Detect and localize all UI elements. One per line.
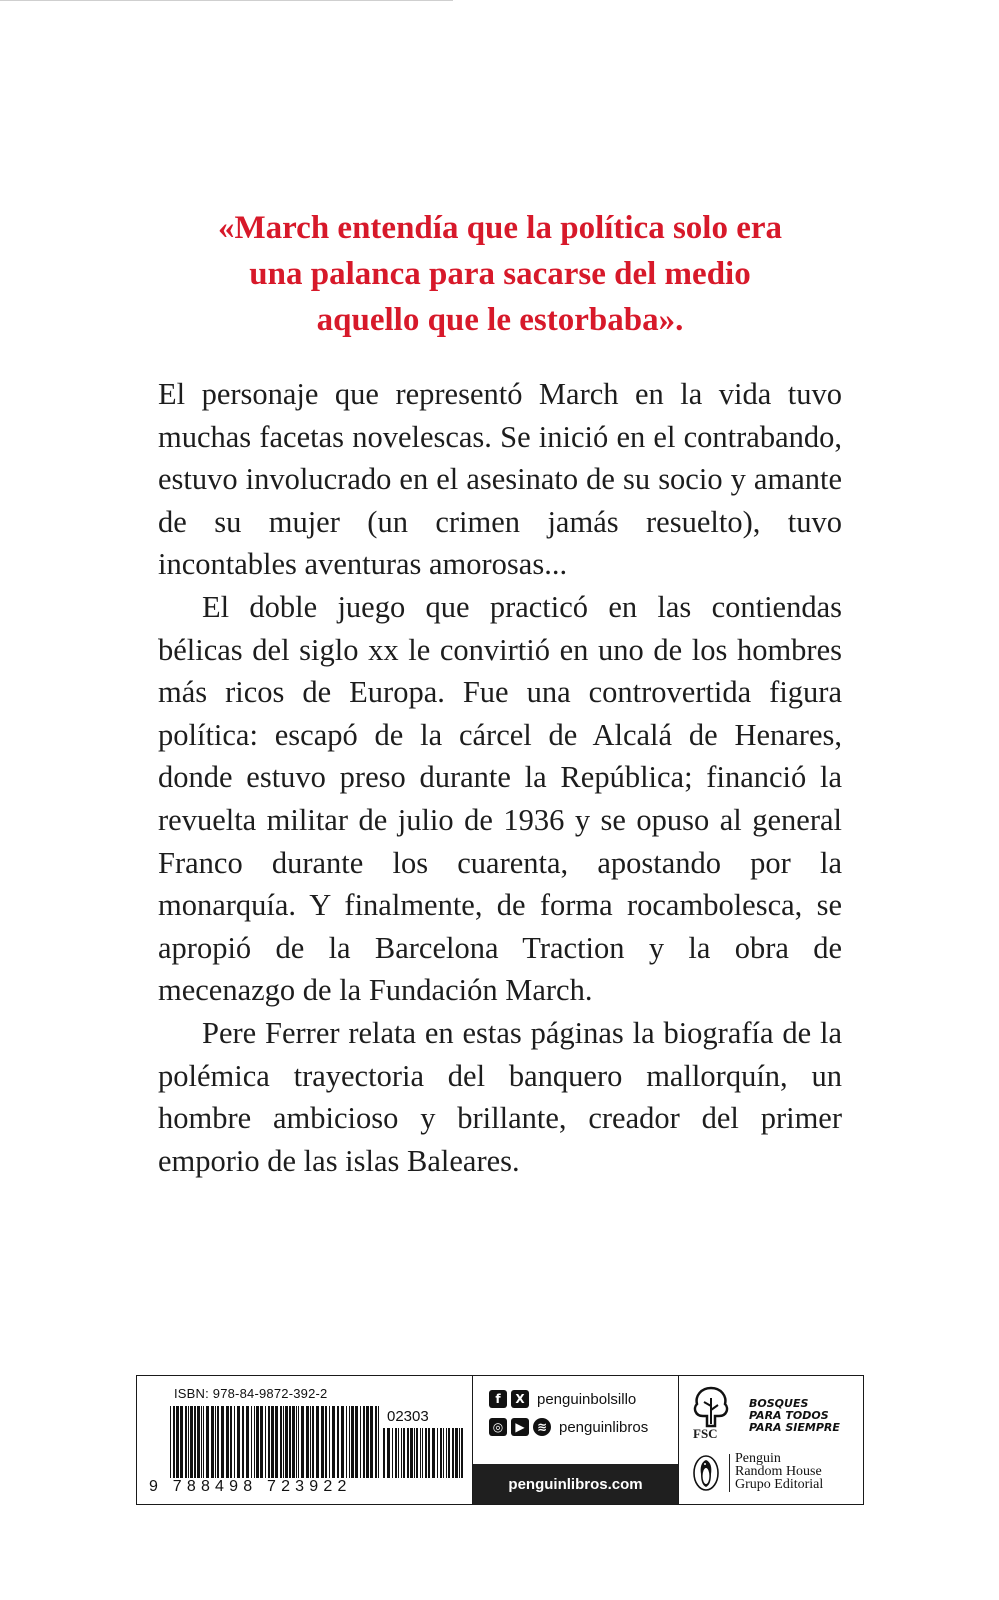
quote-line: una palanca para sacarse del medio [249, 256, 751, 292]
blurb-paragraph: Pere Ferrer relata en estas páginas la biografía de la polémica trayectoria del banquero mallorquín, un hombre ambicioso y brillante, creador del primer emporio de las islas Baleares. [158, 1015, 842, 1178]
bosques-line: BOSQUES [749, 1397, 809, 1410]
publisher-line: Penguin [735, 1451, 781, 1466]
publisher-divider [729, 1454, 730, 1492]
youtube-icon[interactable]: ▶ [511, 1418, 529, 1436]
bosques-line: PARA TODOS [749, 1409, 829, 1422]
social-row-bolsillo [489, 1390, 636, 1408]
penguin-icon [692, 1454, 720, 1492]
isbn-label: ISBN: 978-84-9872-392-2 [174, 1386, 328, 1401]
bosques-line: PARA SIEMPRE [749, 1421, 840, 1434]
fsc-tree-icon [689, 1384, 733, 1428]
logos-panel [679, 1376, 864, 1504]
blurb-text [158, 373, 842, 1182]
instagram-icon[interactable]: ◎ [489, 1418, 507, 1436]
website-link[interactable]: penguinlibros.com [473, 1464, 678, 1504]
barcode-icon [170, 1406, 380, 1478]
publisher-logo-text [735, 1452, 823, 1491]
quote-line: aquello que le estorbaba». [316, 302, 684, 338]
blurb-paragraph: El personaje que representó March en la vida tuvo muchas facetas novelescas. Se inició en el contrabando, estuvo involucrado en el asesinato de su socio y amante de su mujer (un crimen jamás resuelto), tuvo incontables aventuras amorosas... [158, 377, 842, 582]
social-row-libros [489, 1418, 648, 1436]
quote-line: «March entendía que la política solo era [217, 210, 783, 246]
addon-barcode-icon [383, 1428, 463, 1478]
price-code: 02303 [387, 1408, 429, 1425]
top-rule [0, 0, 453, 1]
social-handle[interactable]: penguinbolsillo [537, 1390, 637, 1408]
spotify-icon[interactable]: ≋ [533, 1418, 551, 1436]
facebook-icon[interactable]: f [489, 1390, 507, 1408]
x-icon[interactable]: X [511, 1390, 529, 1408]
pull-quote [150, 205, 850, 343]
back-cover-info-box [136, 1375, 864, 1505]
barcode-panel [137, 1376, 473, 1504]
fsc-label: FSC [693, 1426, 718, 1441]
isbn-digits: 9 788498 723922 [149, 1478, 352, 1495]
publisher-line: Random House [735, 1464, 822, 1479]
blurb-paragraph: El doble juego que practicó en las contiendas bélicas del siglo xx le convirtió en uno de los hombres más ricos de Europa. Fue una controvertida figura política: escapó de la cárcel de Alcalá de Henares, donde estuvo preso durante la República; financió la revuelta militar de julio de 1936 y se opuso al general Franco durante los cuarenta, apostando por la monarquía. Y finalmente, de forma rocambolesca, se apropió de la Barcelona Traction y la obra de mecenazgo de la Fundación March. [158, 589, 842, 1008]
publisher-line: Grupo Editorial [735, 1477, 824, 1492]
bosques-logo [749, 1398, 840, 1434]
social-handle[interactable]: penguinlibros [559, 1418, 649, 1436]
social-panel [473, 1376, 679, 1504]
